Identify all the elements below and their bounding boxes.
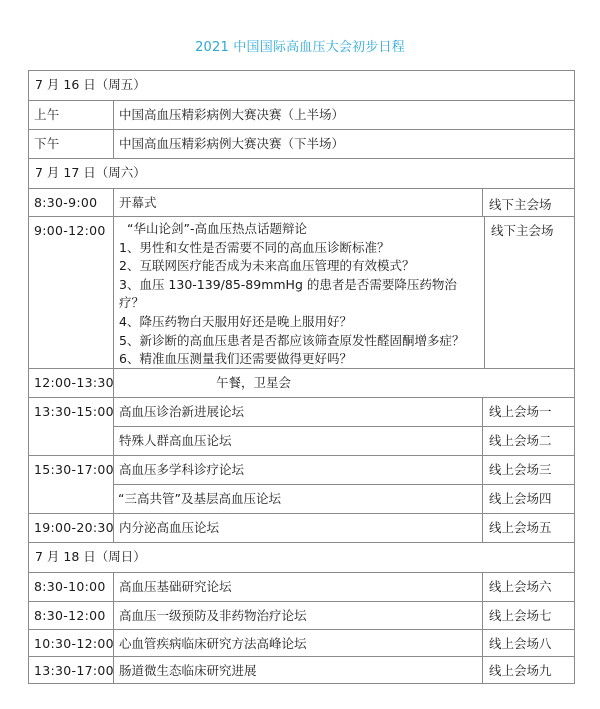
time-cell: 上午 xyxy=(29,101,114,129)
time-cell: 10:30-12:00 xyxy=(29,630,114,656)
debate-question: 6、精准血压测量我们还需要做得更好吗？ xyxy=(119,351,352,367)
day-date: 7 月 16 日（周五） xyxy=(35,77,146,92)
time-cell: 8:30-12:00 xyxy=(29,602,114,629)
session-title: 高血压一级预防及非药物治疗论坛 xyxy=(119,608,307,623)
time-cell: 15:30-17:00 xyxy=(29,456,114,513)
time-cell: 13:30-17:00 xyxy=(29,657,114,683)
session-subrow xyxy=(114,456,574,485)
venue-cell: 线下主会场 xyxy=(482,189,574,216)
table-row xyxy=(29,456,574,514)
debate-question: 5、新诊断的高血压患者是否都应该筛查原发性醛固酮增多症？ xyxy=(119,332,465,348)
debate-title: “华山论剑”-高血压热点话题辩论 xyxy=(127,221,307,236)
table-row xyxy=(29,217,574,369)
session-title: 特殊人群高血压论坛 xyxy=(119,433,232,448)
table-row xyxy=(29,101,574,130)
table-row xyxy=(29,573,574,602)
session-title: 高血压多学科诊疗论坛 xyxy=(119,462,245,477)
table-row xyxy=(29,398,574,456)
session-title: “三高共管”及基层高血压论坛 xyxy=(118,491,281,506)
session-subrow xyxy=(114,485,574,513)
debate-question: 3、血压 130-139/85-89mmHg 的患者是否需要降压药物治疗？ xyxy=(119,276,457,311)
day-header xyxy=(29,543,574,573)
debate-question: 2、互联网医疗能否成为未来高血压管理的有效模式？ xyxy=(119,258,415,274)
debate-question: 1、男性和女性是否需要不同的高血压诊断标准？ xyxy=(119,239,390,255)
venue-cell: 线下主会场 xyxy=(484,217,576,368)
table-row xyxy=(29,657,574,684)
table-row xyxy=(29,602,574,630)
time-cell: 9:00-12:00 xyxy=(29,217,114,368)
venue-cell: 线上会场三 xyxy=(482,456,574,484)
session-title: 肠道微生态临床研究进展 xyxy=(119,663,257,678)
venue-cell: 线上会场七 xyxy=(482,602,574,629)
table-row xyxy=(29,630,574,657)
venue-cell: 线上会场五 xyxy=(482,514,574,542)
time-cell: 12:00-13:30 xyxy=(29,369,114,397)
debate-question: 4、降压药物白天服用好还是晚上服用好？ xyxy=(119,313,352,329)
time-cell: 13:30-15:00 xyxy=(29,398,114,455)
venue-cell: 线上会场一 xyxy=(482,398,574,426)
session-subrow xyxy=(114,427,574,455)
session-title: 心血管疾病临床研究方法高峰论坛 xyxy=(119,636,307,651)
time-cell: 19:00-20:30 xyxy=(29,514,114,542)
table-row xyxy=(29,130,574,159)
time-cell: 8:30-10:00 xyxy=(29,573,114,601)
session-title: 开幕式 xyxy=(119,195,157,210)
session-title: 高血压诊治新进展论坛 xyxy=(119,404,245,419)
day-header xyxy=(29,71,574,101)
venue-cell: 线上会场六 xyxy=(482,573,574,601)
session-title: 午餐，卫星会 xyxy=(216,375,292,390)
day-date: 7 月 18 日（周日） xyxy=(35,549,146,564)
page-title: 2021 中国国际高血压大会初步日程 xyxy=(195,40,405,55)
venue-cell: 线上会场九 xyxy=(482,657,574,683)
debate-cell xyxy=(114,217,484,368)
session-title: 中国高血压精彩病例大赛决赛（下半场） xyxy=(119,136,345,151)
session-title: 内分泌高血压论坛 xyxy=(119,520,220,535)
table-row xyxy=(29,369,574,398)
venue-cell: 线上会场四 xyxy=(482,485,574,513)
table-row xyxy=(29,189,574,217)
time-cell: 下午 xyxy=(29,130,114,158)
time-cell: 8:30-9:00 xyxy=(29,189,114,216)
session-title: 高血压基础研究论坛 xyxy=(119,579,232,594)
session-subrow xyxy=(114,398,574,427)
session-title: 中国高血压精彩病例大赛决赛（上半场） xyxy=(119,107,345,122)
day-date: 7 月 17 日（周六） xyxy=(35,165,146,180)
day-header xyxy=(29,159,574,189)
venue-cell: 线上会场八 xyxy=(482,630,574,656)
table-row xyxy=(29,514,574,543)
schedule-table xyxy=(28,70,575,684)
venue-cell: 线上会场二 xyxy=(482,427,574,455)
